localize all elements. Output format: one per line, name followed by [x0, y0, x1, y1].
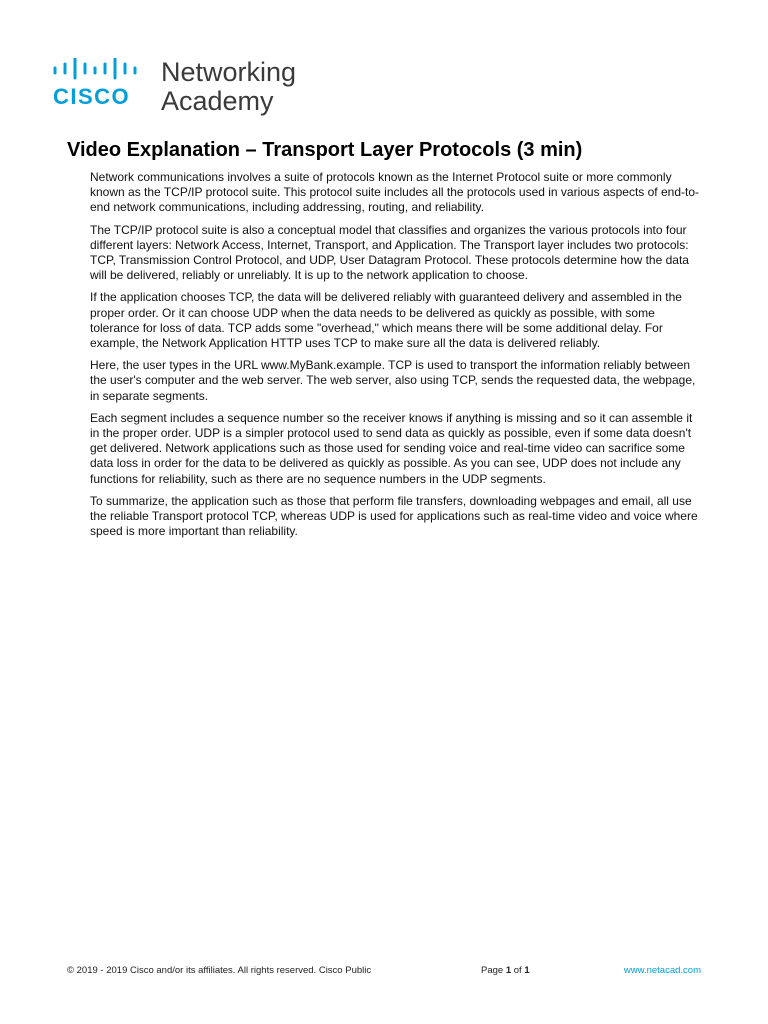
paragraph: If the application chooses TCP, the data will be delivered reliably with guaranteed delivery and assembled in the proper order. Or it can choose UDP when the data needs to be delivered as quickly as possible, with some tolerance for loss of data. TCP adds some "overhead," which means there will be some additional delay. For example, the Network Application HTTP uses TCP to make sure all the data is delivered reliably. [90, 290, 682, 351]
paragraph: Each segment includes a sequence number so the receiver knows if anything is missing and so it can assemble it in the proper order. UDP is a simpler protocol used to send data as quickly as possible, even if some data doesn't get delivered. Network applications such as those used for sending voice and real-time video can sacrifice some data loss in order for the data to be delivered as quickly as possible. As you can see, UDP does not include any functions for reliability, such as there are no sequence numbers in the UDP segments. [90, 410, 693, 486]
logo-text-networking: Networking [161, 57, 297, 87]
paragraph: The TCP/IP protocol suite is also a conceptual model that classifies and organizes the various protocols into four different layers: Network Access, Internet, Transport, and Application. The Transport layer includes two protocols: TCP, Transmission Control Protocol, and UDP, User Datagram Protocol. These protocols determine how the data will be delivered, reliably or unreliably. It is up to the network application to choose. [90, 222, 689, 283]
paragraph: Network communications involves a suite of protocols known as the Internet Protocol suite or more commonly known as the TCP/IP protocol suite. This protocol suite includes all the protocols used in various aspects of end-to-end network communications, including addressing, routing, and reliability. [90, 170, 699, 215]
page-number [481, 965, 530, 976]
page-label: Page [481, 965, 504, 976]
page-total: 1 [524, 965, 530, 976]
paragraph: Here, the user types in the URL www.MyBank.example. TCP is used to transport the information reliably between the user's computer and the web server. The web server, also using TCP, sends the requested data, the webpage, in separate segments. [90, 358, 696, 403]
cisco-bridge-bars-icon [53, 58, 145, 80]
page-of: of [513, 965, 522, 976]
cisco-wordmark: CISCO [53, 84, 131, 109]
copyright-notice: © 2019 - 2019 Cisco and/or its affiliates. All rights reserved. Cisco Public [67, 965, 372, 976]
website-link[interactable]: www.netacad.com [623, 965, 701, 976]
cisco-networking-academy-logo [53, 56, 313, 118]
document-title: Video Explanation – Transport Layer Protocols (3 min) [67, 139, 583, 161]
page-footer [67, 965, 701, 981]
page-current: 1 [505, 965, 512, 976]
document-body [90, 170, 704, 546]
logo-text-academy: Academy [161, 86, 274, 116]
paragraph: To summarize, the application such as those that perform file transfers, downloading webpages and email, all use the reliable Transport protocol TCP, whereas UDP is used for applications such as real-time video and voice where speed is more important than reliability. [90, 493, 698, 539]
